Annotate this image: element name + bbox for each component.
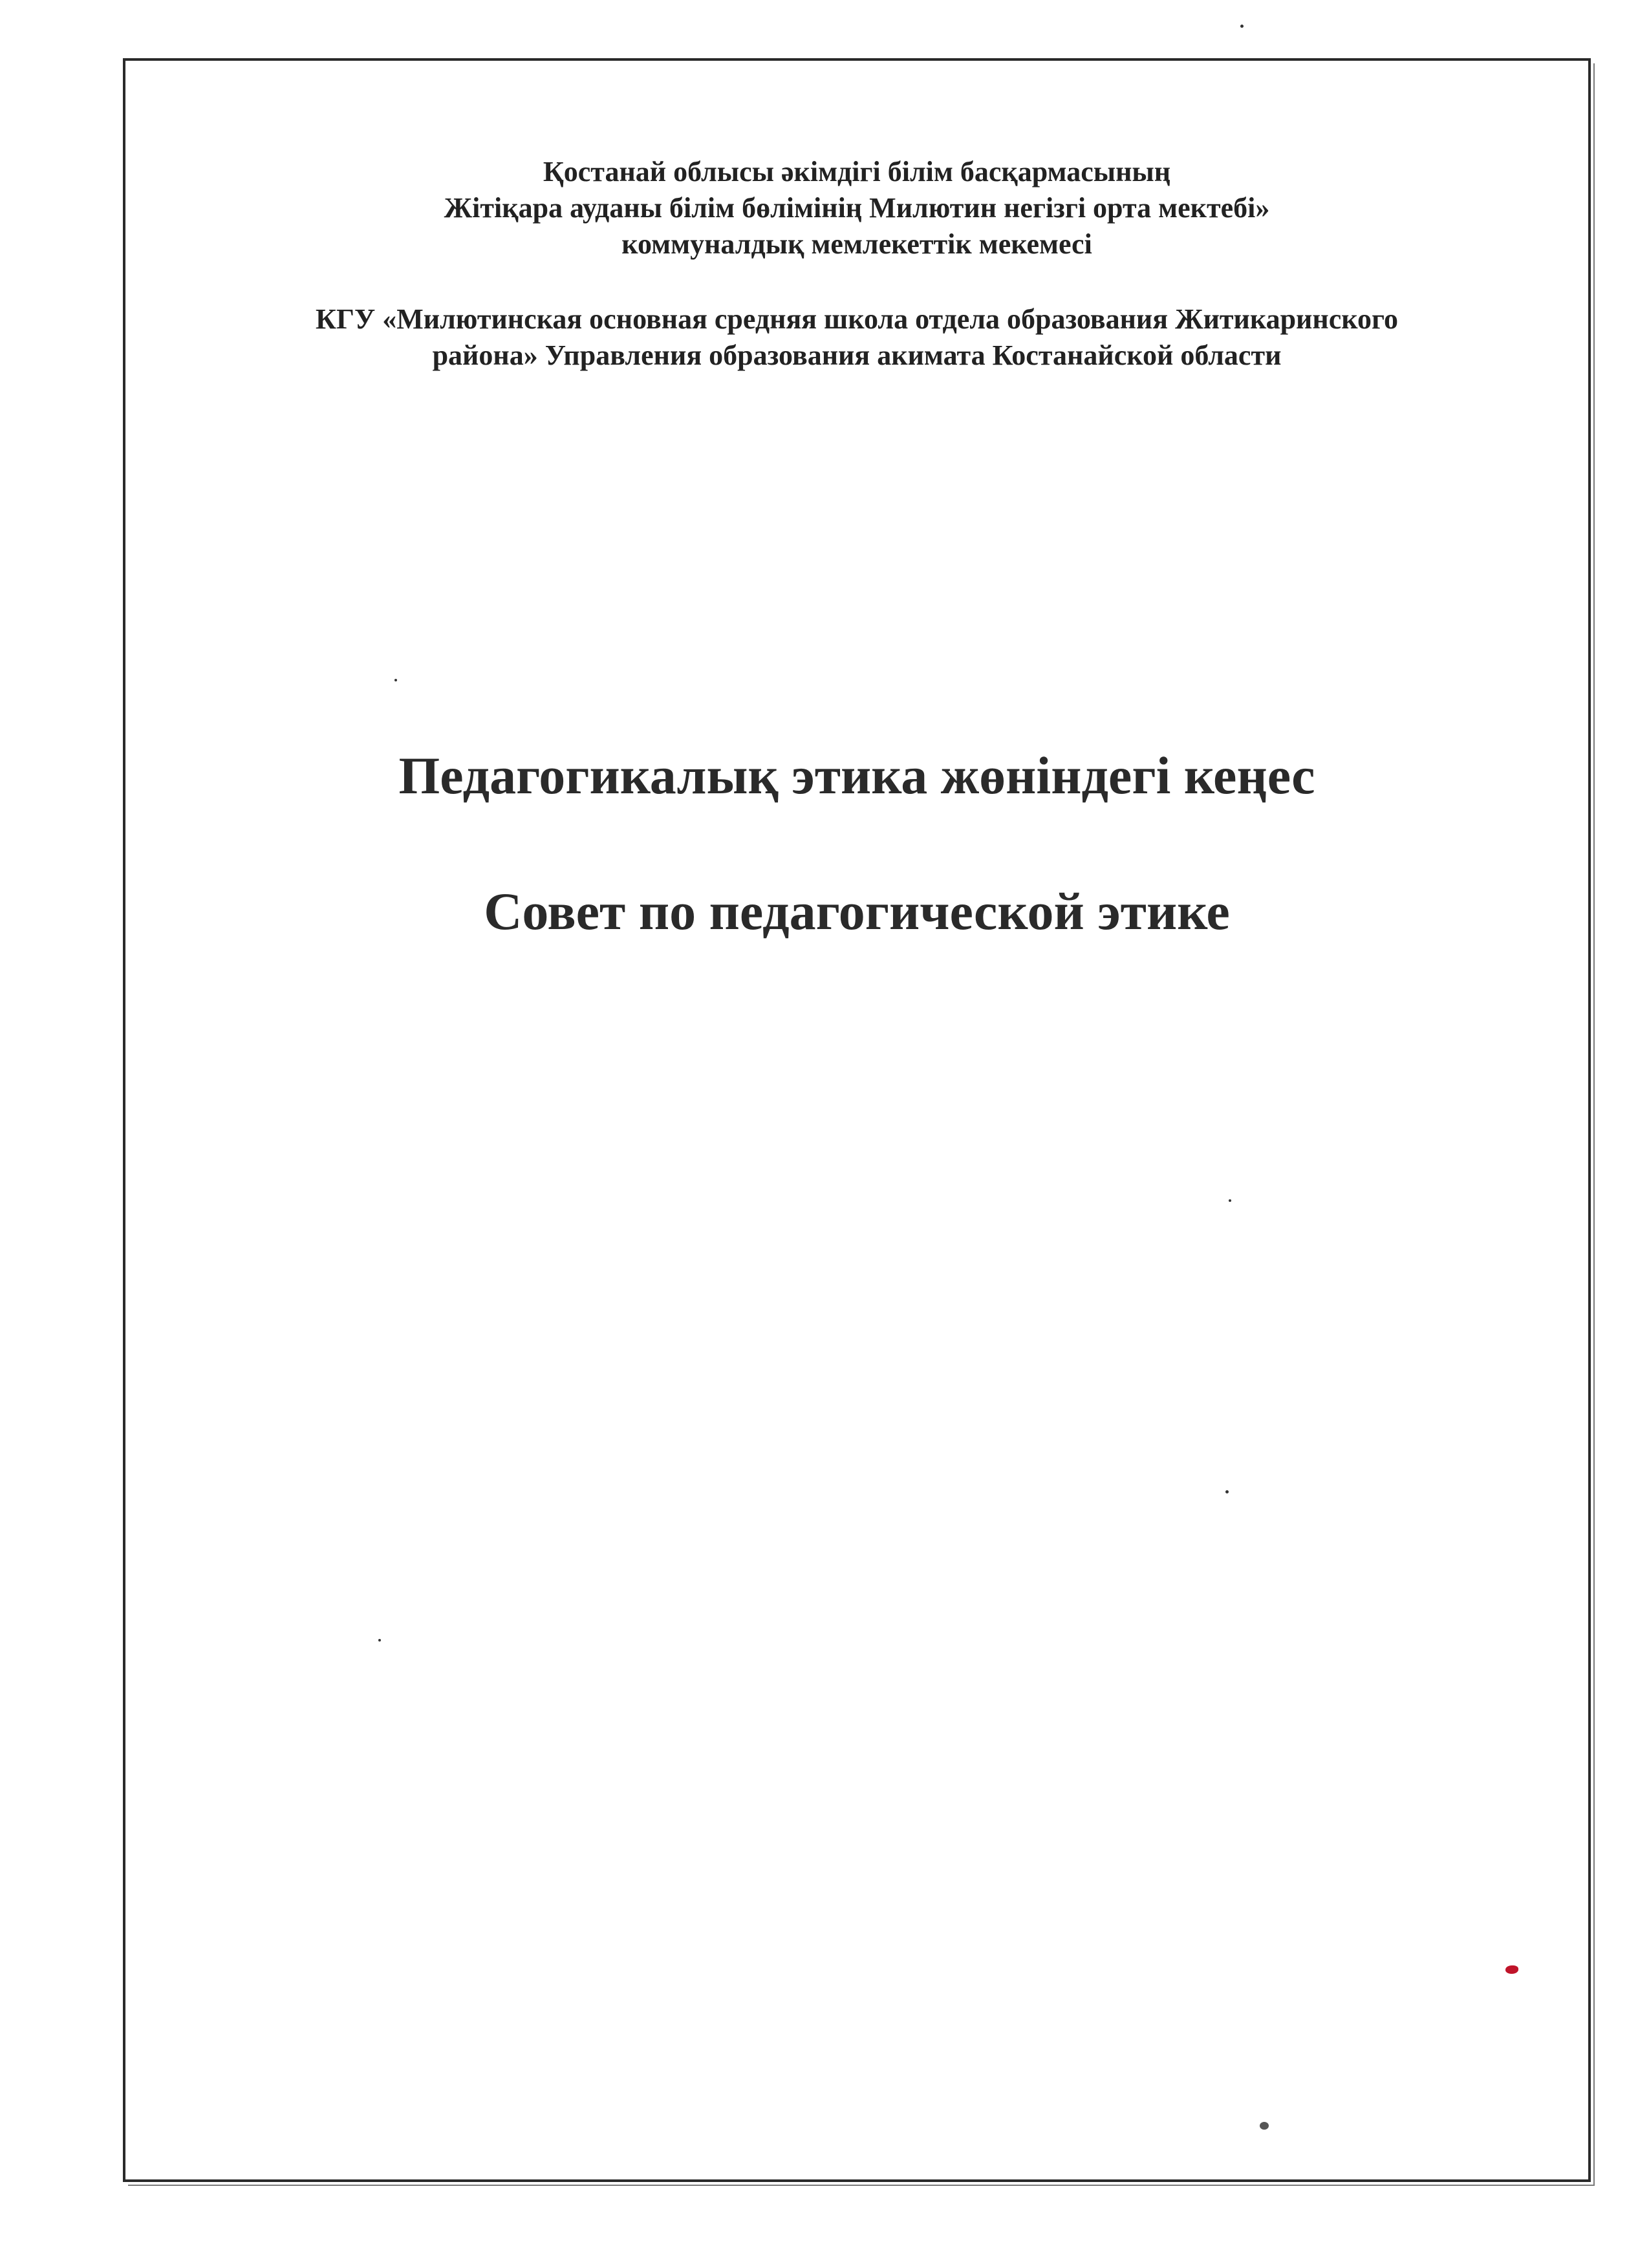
header-ru-line-2: района» Управления образования акимата Костанайской области — [432, 339, 1282, 371]
document-title-kazakh: Педагогикалық этика жөніндегі кеңес — [398, 746, 1315, 805]
document-title-russian: Совет по педагогической этике — [484, 882, 1230, 941]
page-border-frame — [123, 58, 1591, 2182]
header-kazakh — [123, 154, 1591, 262]
header-kz-line-1: Қостанай облысы әкімдігі білім басқармасының — [543, 156, 1171, 187]
scan-speck — [1260, 2122, 1269, 2130]
red-ink-mark — [1505, 1965, 1518, 1974]
scan-speck — [1240, 25, 1244, 28]
scan-speck — [1225, 1490, 1229, 1493]
header-russian — [123, 301, 1591, 374]
header-ru-line-1: КГУ «Милютинская основная средняя школа отдела образования Житикаринского — [316, 303, 1398, 335]
scan-speck — [394, 679, 397, 681]
header-kz-line-2: Жітіқара ауданы білім бөлімінің Милютин негізгі орта мектебі» — [444, 192, 1270, 224]
header-kz-line-3: коммуналдық мемлекеттік мекемесі — [621, 228, 1092, 260]
scan-speck — [1229, 1199, 1231, 1202]
scan-speck — [378, 1639, 381, 1642]
